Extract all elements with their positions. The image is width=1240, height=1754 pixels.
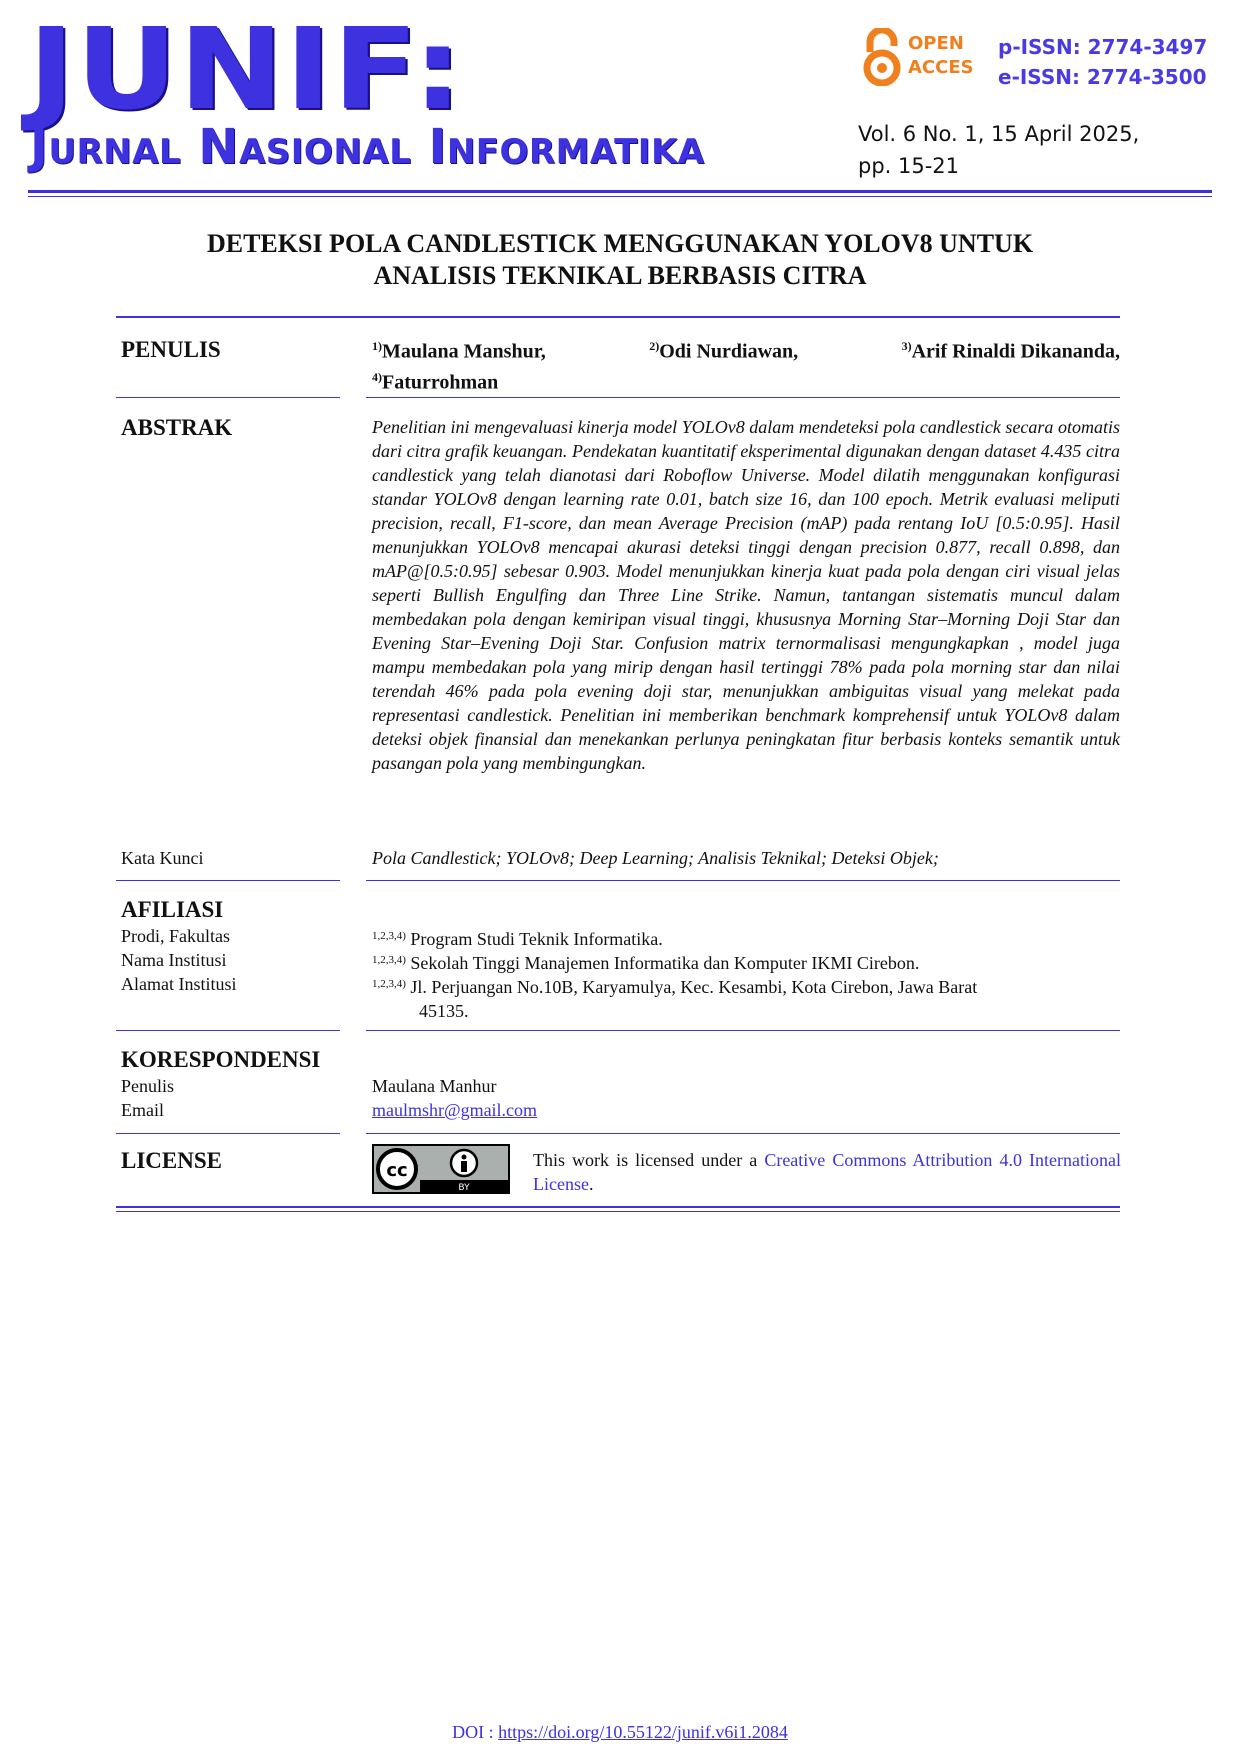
open-access-icon — [860, 28, 904, 86]
volume-line2: pp. 15-21 — [858, 154, 960, 178]
author-1: $^{1)}$Maulana Manshur, — [372, 339, 546, 363]
section-divider — [116, 1133, 340, 1134]
open-access-line2: ACCES — [908, 57, 974, 78]
cc-text: cc — [386, 1160, 408, 1181]
abstract-text: Penelitian ini mengevaluasi kinerja model YOLOv8 dalam mendeteksi pola candlestick secara otomatis dari citra grafik keuangan. Pendekatan kuantitatif eksperimental digunakan dengan dataset 4.435 citra candlestick yang telah dianotasi dari Roboflow Universe. Model dilatih menggunakan konfigurasi standar YOLOv8 dengan learning rate 0.01, batch size 16, dan 100 epoch. Metrik evaluasi meliputi precision, recall, F1-score, dan mean Average Precision (mAP) pada rentang IoU [0.5:0.95]. Hasil menunjukkan YOLOv8 mencapai akurasi deteksi tinggi dengan precision 0.877, recall 0.898, dan mAP@[0.5:0.95] sebesar 0.903. Model menunjukkan kinerja kuat pada pola dengan ciri visual jelas seperti Bullish Engulfing dan Three Line Strike. Namun, tantangan sistematis muncul dalam membedakan pola dengan kemiripan visual tinggi, khususnya Morning Star–Morning Doji Star dan Evening Star–Evening Doji Star. Confusion matrix ternormalisasi mengungkapkan , model juga mampu membedakan pola yang mirip dengan hasil tertinggi 78% pada pola morning star dan nilai terendah 46% pada pola evening doji star, menunjukkan ambiguitas visual yang melekat pada representasi candlestick. Penelitian ini memberikan benchmark komprehensif untuk YOLOv8 dalam deteksi objek finansial dan menekankan perlunya peningkatan fitur berbasis konteks semantik untuk pasangan pola yang membingungkan. — [372, 417, 1120, 773]
license-label: LICENSE — [121, 1148, 222, 1173]
kata-kunci-label: Kata Kunci — [121, 848, 204, 868]
author-4: $^{4)}$Faturrohman — [372, 369, 499, 394]
header-divider — [28, 190, 1212, 193]
section-divider — [366, 880, 1120, 881]
cc-by-icon — [374, 1146, 508, 1192]
volume-line1: Vol. 6 No. 1, 15 April 2025, — [858, 122, 1140, 146]
author-3: $^{3)}$Arif Rinaldi Dikananda, — [901, 339, 1120, 363]
by-text: BY — [458, 1183, 470, 1192]
journal-logo: JUNIF: — [28, 5, 464, 135]
paper-title-line1: DETEKSI POLA CANDLESTICK MENGGUNAKAN YOLOV8 UNTUK — [206, 229, 1034, 258]
afiliasi-row-label: Prodi, Fakultas — [121, 926, 231, 946]
section-divider — [116, 316, 1120, 318]
korespondensi-penulis-label: Penulis — [121, 1076, 175, 1096]
doi-link[interactable]: https://doi.org/10.55122/junif.v6i1.2084 — [498, 1722, 788, 1742]
penulis-label: PENULIS — [121, 337, 221, 362]
section-divider — [366, 397, 1120, 398]
afiliasi-row-label: Nama Institusi — [121, 950, 227, 970]
afiliasi-alamat: $^{1,2,3,4)}$ Jl. Perjuangan No.10B, Karyamulya, Kec. Kesambi, Kota Cirebon, Jawa Barat 45135. — [372, 972, 1120, 1023]
section-divider — [366, 1030, 1120, 1031]
afiliasi-prodi: $^{1,2,3,4)}$ Program Studi Teknik Informatika. — [372, 929, 663, 949]
paper-title-line2: ANALISIS TEKNIKAL BERBASIS CITRA — [373, 261, 867, 290]
abstrak-label: ABSTRAK — [121, 415, 233, 440]
korespondensi-email-link[interactable]: maulmshr@gmail.com — [372, 1100, 538, 1120]
volume-info — [858, 118, 1139, 182]
journal-subtitle: Jurnal Nasional Informatika — [30, 119, 705, 175]
section-divider — [116, 397, 340, 398]
cc-by-badge[interactable] — [372, 1144, 510, 1194]
license-link[interactable]: Creative Commons Attribution 4.0 International License — [533, 1150, 1121, 1194]
section-divider — [116, 1206, 1120, 1208]
section-divider — [116, 1211, 1120, 1212]
authors — [372, 334, 1120, 395]
afiliasi-institusi: $^{1,2,3,4)}$ Sekolah Tinggi Manajemen Informatika dan Komputer IKMI Cirebon. — [372, 953, 920, 973]
author-2: $^{2)}$Odi Nurdiawan, — [649, 339, 799, 363]
issn-block — [998, 32, 1207, 92]
section-divider — [116, 1030, 340, 1031]
paper-title — [120, 228, 1120, 292]
e-issn: e-ISSN: 2774-3500 — [998, 65, 1207, 89]
p-issn: p-ISSN: 2774-3497 — [998, 35, 1208, 59]
doi-label: DOI : — [452, 1722, 499, 1742]
korespondensi-penulis: Maulana Manhur — [372, 1076, 497, 1096]
open-access-line1: OPEN — [908, 33, 964, 54]
afiliasi-alamat-cont: 45135. — [419, 1001, 469, 1021]
korespondensi-email-label: Email — [121, 1100, 164, 1120]
section-divider — [366, 1133, 1120, 1134]
section-divider — [116, 880, 340, 881]
license-text: This work is licensed under a Creative Commons Attribution 4.0 International License. — [533, 1150, 1121, 1194]
header-divider-thin — [28, 196, 1212, 197]
keywords: Pola Candlestick; YOLOv8; Deep Learning; Analisis Teknikal; Deteksi Objek; — [372, 848, 939, 868]
doi-footer — [0, 1722, 1240, 1743]
open-access-label — [908, 32, 974, 80]
korespondensi-label: KORESPONDENSI — [121, 1047, 321, 1072]
afiliasi-row-label: Alamat Institusi — [121, 974, 237, 994]
afiliasi-label: AFILIASI — [121, 897, 224, 922]
